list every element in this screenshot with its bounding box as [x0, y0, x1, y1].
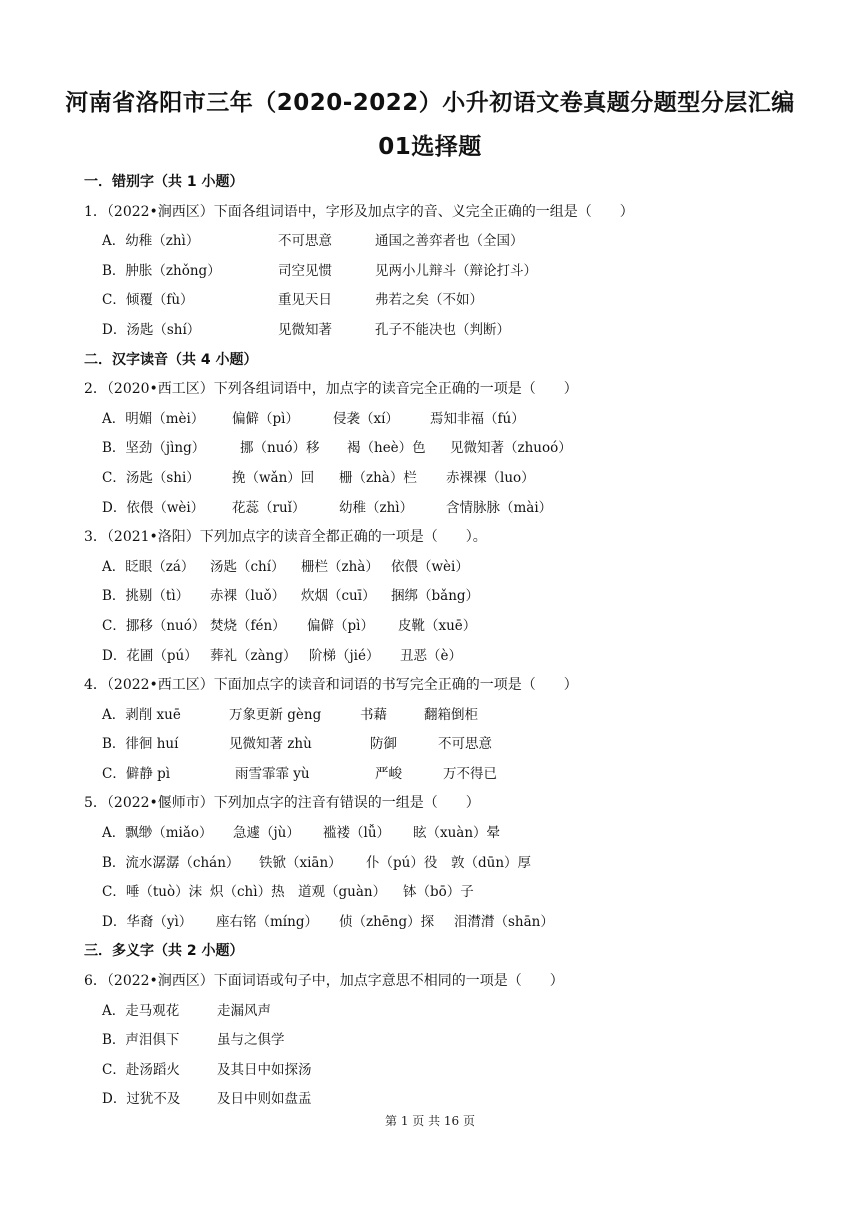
answer-option	[84, 286, 784, 316]
section-heading: 一．错别字（共 1 小题）	[84, 174, 244, 190]
document-title: 河南省洛阳市三年（2020-2022）小升初语文卷真题分题型分层汇编	[65, 90, 795, 116]
section-heading: 二．汉字读音（共 4 小题）	[84, 351, 258, 368]
option-item: 见微知著（zhuoó）	[450, 440, 572, 457]
option-item: 翻箱倒柜	[424, 706, 478, 723]
option-item: C．赴汤蹈火	[102, 1061, 180, 1078]
option-item: 仆（pú）役	[366, 854, 438, 871]
option-item: A．飘缈（miǎo）	[102, 825, 213, 842]
answer-option	[84, 1056, 784, 1086]
option-item: B．坚劲（jìng）	[102, 440, 206, 457]
answer-option	[84, 494, 784, 524]
option-item: 严峻	[375, 765, 402, 782]
option-item: 及日中则如盘盂	[217, 1091, 312, 1108]
option-item: D．花圃（pú）	[102, 647, 198, 664]
option-item: 炽（chì）热	[210, 884, 285, 901]
option-item: 丑恶（è）	[400, 647, 462, 664]
option-item: 及其日中如探汤	[217, 1061, 312, 1078]
question-stem: 1．（2022•涧西区）下面各组词语中，字形及加点字的音、义完全正确的一组是（ ）	[84, 203, 634, 220]
option-item: 通国之善弈者也（全国）	[375, 233, 524, 250]
answer-option	[84, 701, 784, 731]
option-item: 含情脉脉（mài）	[446, 499, 553, 516]
option-item: 花蕊（ruǐ）	[232, 499, 306, 516]
option-item: 重见天日	[278, 292, 332, 309]
option-item: 栅（zhà）栏	[339, 469, 417, 486]
option-item: 葬礼（zàng）	[210, 647, 297, 664]
answer-option	[84, 257, 784, 287]
option-item: D．过犹不及	[102, 1091, 181, 1108]
question-stem: 6．（2022•涧西区）下面词语或句子中，加点字意思不相同的一项是（ ）	[84, 973, 564, 990]
option-item: 偏僻（pì）	[307, 617, 374, 634]
option-item: D．华裔（yì）	[102, 913, 193, 930]
option-item: 皮靴（xuē）	[398, 617, 477, 634]
answer-option	[84, 878, 784, 908]
option-item: 孔子不能决也（判断）	[375, 321, 510, 338]
option-item: 道观（guàn）	[298, 884, 387, 901]
document-body	[84, 168, 784, 1115]
answer-option	[84, 227, 784, 257]
option-item: B．徘徊 huí	[102, 736, 179, 753]
option-item: 侵袭（xí）	[333, 410, 399, 427]
answer-option	[84, 1026, 784, 1056]
answer-option	[84, 908, 784, 938]
answer-option	[84, 642, 784, 672]
page-footer: 第 1 页 共 16 页	[385, 1114, 475, 1128]
option-item: A．眨眼（zá）	[102, 558, 195, 575]
option-item: C．汤匙（shi）	[102, 469, 200, 486]
document-subtitle: 01选择题	[378, 134, 482, 160]
option-item: 褐（heè）色	[347, 440, 426, 457]
question-stem: 5．（2022•偃师市）下列加点字的注音有错误的一组是（ ）	[84, 795, 480, 812]
option-item: C．唾（tuò）沫	[102, 884, 203, 901]
option-item: 走漏风声	[217, 1002, 271, 1019]
answer-option	[84, 760, 784, 790]
option-item: 见微知著	[278, 321, 332, 338]
option-item: 侦（zhēng）探	[339, 913, 435, 930]
option-item: 幼稚（zhì）	[339, 499, 414, 516]
option-item: 防御	[370, 736, 397, 753]
question-stem: 4．（2022•西工区）下面加点字的读音和词语的书写完全正确的一项是（ ）	[84, 677, 578, 694]
question-stem: 3．（2021•洛阳）下列加点字的读音全都正确的一项是（ ）。	[84, 529, 487, 546]
option-item: 雨雪霏霏 yù	[235, 765, 310, 782]
option-item: 铁锨（xiān）	[259, 854, 342, 871]
option-item: D．依偎（wèi）	[102, 499, 205, 516]
option-item: 书藉	[360, 706, 387, 723]
option-item: B．声泪俱下	[102, 1032, 180, 1049]
option-item: 炊烟（cuī）	[301, 588, 376, 605]
answer-option	[84, 849, 784, 879]
option-item: 座右铭（míng）	[216, 913, 318, 930]
option-item: 见两小儿辩斗（辩论打斗）	[375, 262, 537, 279]
answer-option	[84, 434, 784, 464]
answer-option	[84, 316, 784, 346]
option-item: 褴褛（lǚ）	[323, 825, 391, 842]
option-item: B．肿胀（zhǒng）	[102, 262, 221, 279]
option-item: 捆绑（bǎng）	[391, 588, 480, 605]
option-item: A．明媚（mèi）	[102, 410, 205, 427]
answer-option	[84, 612, 784, 642]
option-item: 万象更新 gèng	[229, 706, 322, 723]
option-item: A．走马观花	[102, 1002, 180, 1019]
answer-option	[84, 553, 784, 583]
option-item: 栅栏（zhà）	[301, 558, 379, 575]
option-item: A．幼稚（zhì）	[102, 233, 200, 250]
option-item: 赤裸裸（luo）	[446, 469, 535, 486]
option-item: 见微知著 zhù	[229, 736, 312, 753]
option-item: 阶梯（jié）	[309, 647, 380, 664]
option-item: 虽与之俱学	[217, 1032, 285, 1049]
option-item: 挪（nuó）移	[240, 440, 320, 457]
answer-option	[84, 464, 784, 494]
answer-option	[84, 582, 784, 612]
answer-option	[84, 405, 784, 435]
option-item: 急遽（jù）	[233, 825, 300, 842]
option-item: 不可思意	[438, 736, 492, 753]
option-item: 汤匙（chí）	[210, 558, 285, 575]
option-item: 依偎（wèi）	[391, 558, 469, 575]
option-item: 泪潸潸（shān）	[454, 913, 554, 930]
option-item: B．流水潺潺（chán）	[102, 854, 240, 871]
option-item: 司空见惯	[278, 262, 332, 279]
option-item: B．挑剔（tì）	[102, 588, 190, 605]
answer-option	[84, 997, 784, 1027]
answer-option	[84, 819, 784, 849]
option-item: 焚烧（fén）	[210, 617, 286, 634]
question-stem: 2．（2020•西工区）下列各组词语中，加点字的读音完全正确的一项是（ ）	[84, 381, 578, 398]
option-item: 赤裸（luǒ）	[210, 588, 286, 605]
option-item: A．剥削 xuē	[102, 706, 181, 723]
option-item: 万不得已	[443, 765, 497, 782]
option-item: 偏僻（pì）	[232, 410, 299, 427]
option-item: C．倾覆（fù）	[102, 292, 194, 309]
option-item: 挽（wǎn）回	[232, 469, 315, 486]
answer-option	[84, 1085, 784, 1115]
option-item: 焉知非福（fú）	[430, 410, 525, 427]
section-heading: 三．多义字（共 2 小题）	[84, 943, 244, 960]
option-item: 弗若之矣（不如）	[375, 292, 483, 309]
option-item: 敦（dūn）厚	[451, 854, 532, 871]
option-item: C．挪移（nuó）	[102, 617, 206, 634]
option-item: 眩（xuàn）晕	[413, 825, 501, 842]
option-item: C．僻静 pì	[102, 765, 171, 782]
option-item: 钵（bō）子	[403, 884, 474, 901]
option-item: 不可思意	[278, 233, 332, 250]
option-item: D．汤匙（shí）	[102, 321, 201, 338]
answer-option	[84, 730, 784, 760]
